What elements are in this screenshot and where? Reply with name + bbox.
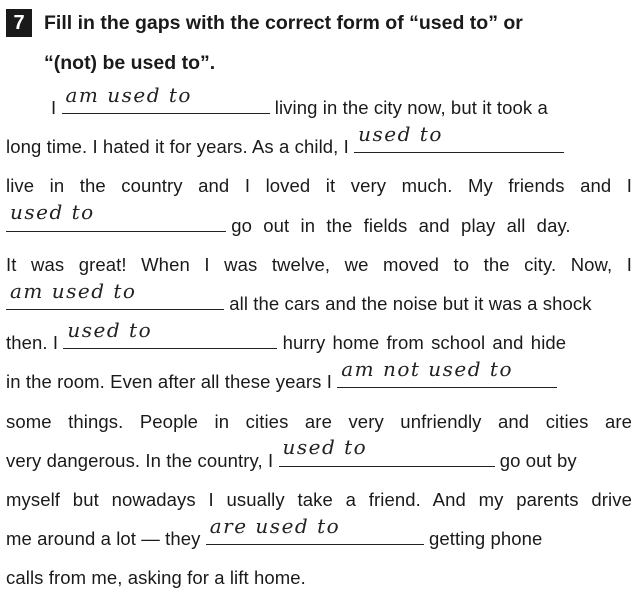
text-fragment: in the room. Even after all these years I [6, 371, 332, 393]
handwritten-answer-6: am not used to [341, 357, 513, 382]
text-fragment: go out by [499, 449, 577, 471]
text-line: myself but nowadays I usually take a friend. And my parents drive [6, 488, 632, 510]
text-fragment: all the cars and the noise but it was a shock [229, 292, 592, 314]
text-line [6, 82, 632, 127]
text-line [6, 121, 632, 166]
handwritten-answer-5: used to [67, 317, 153, 342]
answer-gap-7[interactable] [279, 435, 495, 467]
text-fragment: then. I [6, 332, 59, 354]
instruction-line-2: “(not) be used to”. [44, 52, 216, 74]
text-fragment: living in the city now, but it took a [274, 97, 548, 118]
exercise-number: 7 [6, 9, 32, 37]
text-fragment: very dangerous. In the country, I [6, 449, 274, 471]
answer-gap-5[interactable] [63, 317, 277, 349]
handwritten-answer-4: am used to [10, 278, 137, 303]
handwritten-answer-7: used to [282, 435, 368, 460]
handwritten-answer-1: am used to [65, 82, 192, 107]
answer-gap-4[interactable] [6, 278, 224, 310]
answer-gap-3[interactable] [6, 200, 226, 232]
text-fragment: I [51, 97, 57, 118]
handwritten-answer-3: used to [10, 200, 95, 225]
text-fragment: go out in the fields and play all day. [231, 214, 571, 236]
answer-gap-8[interactable] [206, 513, 424, 545]
exercise-text [6, 82, 632, 597]
text-line [6, 357, 632, 401]
text-line: calls from me, asking for a lift home. [6, 567, 306, 589]
text-line [6, 200, 632, 245]
text-line: live in the country and I loved it very much. My friends and I [6, 175, 632, 197]
text-fragment: hurry home from school and hide [282, 332, 567, 354]
exercise-instructions [44, 10, 639, 76]
answer-gap-1[interactable] [62, 82, 270, 114]
answer-gap-2[interactable] [354, 121, 564, 153]
text-line [6, 317, 632, 362]
text-line [6, 513, 632, 558]
text-fragment: me around a lot — they [6, 528, 201, 550]
handwritten-answer-2: used to [358, 121, 443, 146]
text-fragment: getting phone [429, 528, 543, 550]
text-line: some things. People in cities are very unfriendly and cities are [6, 410, 632, 432]
instruction-line-1: Fill in the gaps with the correct form of “used to” or [44, 12, 523, 34]
answer-gap-6[interactable] [337, 357, 557, 388]
text-fragment: long time. I hated it for years. As a child, I [6, 136, 349, 158]
handwritten-answer-8: are used to [209, 513, 341, 538]
text-line [6, 435, 632, 480]
text-line: It was great! When I was twelve, we moved to the city. Now, I [6, 253, 632, 275]
